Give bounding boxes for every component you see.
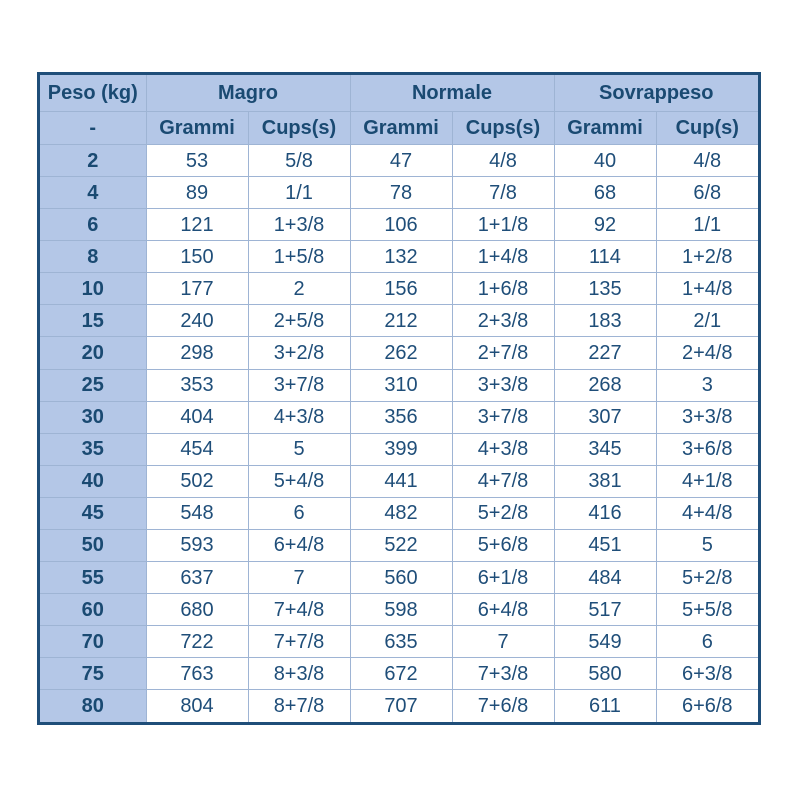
- cups-cell: 2/1: [656, 305, 758, 337]
- cups-cell: 6+1/8: [452, 562, 554, 594]
- header-group-row: [40, 75, 758, 112]
- weight-cell: 70: [40, 626, 146, 658]
- grams-cell: 298: [146, 337, 248, 369]
- subheader-grammi: Grammi: [146, 112, 248, 145]
- cups-cell: 5/8: [248, 145, 350, 177]
- cups-cell: 1+6/8: [452, 273, 554, 305]
- feeding-table: [40, 75, 758, 722]
- subheader-grammi: Grammi: [554, 112, 656, 145]
- table-row: [40, 594, 758, 626]
- grams-cell: 680: [146, 594, 248, 626]
- cups-cell: 7+3/8: [452, 658, 554, 690]
- weight-cell: 80: [40, 690, 146, 722]
- grams-cell: 132: [350, 241, 452, 273]
- grams-cell: 177: [146, 273, 248, 305]
- cups-cell: 2+4/8: [656, 337, 758, 369]
- cups-cell: 3+6/8: [656, 433, 758, 465]
- grams-cell: 307: [554, 401, 656, 433]
- weight-cell: 6: [40, 209, 146, 241]
- weight-cell: 55: [40, 562, 146, 594]
- grams-cell: 502: [146, 465, 248, 497]
- grams-cell: 804: [146, 690, 248, 722]
- table-row: [40, 562, 758, 594]
- grams-cell: 183: [554, 305, 656, 337]
- grams-cell: 150: [146, 241, 248, 273]
- table-row: [40, 209, 758, 241]
- subheader-cups: Cup(s): [656, 112, 758, 145]
- group-header-sovrappeso: Sovrappeso: [554, 75, 758, 112]
- subheader-cups: Cups(s): [248, 112, 350, 145]
- grams-cell: 722: [146, 626, 248, 658]
- grams-cell: 454: [146, 433, 248, 465]
- grams-cell: 484: [554, 562, 656, 594]
- weight-cell: 2: [40, 145, 146, 177]
- table-row: [40, 529, 758, 561]
- weight-cell: 30: [40, 401, 146, 433]
- table-body: [40, 145, 758, 723]
- table-row: [40, 497, 758, 529]
- header-sub-row: [40, 112, 758, 145]
- cups-cell: 1/1: [248, 177, 350, 209]
- weight-cell: 50: [40, 529, 146, 561]
- grams-cell: 517: [554, 594, 656, 626]
- table-row: [40, 145, 758, 177]
- weight-cell: 15: [40, 305, 146, 337]
- grams-cell: 549: [554, 626, 656, 658]
- cups-cell: 8+7/8: [248, 690, 350, 722]
- grams-cell: 92: [554, 209, 656, 241]
- table-row: [40, 401, 758, 433]
- cups-cell: 6+6/8: [656, 690, 758, 722]
- cups-cell: 1+3/8: [248, 209, 350, 241]
- grams-cell: 106: [350, 209, 452, 241]
- weight-cell: 20: [40, 337, 146, 369]
- grams-cell: 672: [350, 658, 452, 690]
- grams-cell: 356: [350, 401, 452, 433]
- cups-cell: 3+3/8: [452, 369, 554, 401]
- cups-cell: 7: [248, 562, 350, 594]
- cups-cell: 5+2/8: [452, 497, 554, 529]
- grams-cell: 135: [554, 273, 656, 305]
- feeding-table-frame: [37, 72, 761, 725]
- grams-cell: 404: [146, 401, 248, 433]
- grams-cell: 763: [146, 658, 248, 690]
- cups-cell: 7+4/8: [248, 594, 350, 626]
- cups-cell: 7+7/8: [248, 626, 350, 658]
- grams-cell: 156: [350, 273, 452, 305]
- cups-cell: 5+2/8: [656, 562, 758, 594]
- table-row: [40, 465, 758, 497]
- table-row: [40, 658, 758, 690]
- grams-cell: 522: [350, 529, 452, 561]
- cups-cell: 1+2/8: [656, 241, 758, 273]
- cups-cell: 1+4/8: [656, 273, 758, 305]
- weight-column-header: Peso (kg): [40, 75, 146, 112]
- grams-cell: 416: [554, 497, 656, 529]
- cups-cell: 6: [656, 626, 758, 658]
- grams-cell: 441: [350, 465, 452, 497]
- table-row: [40, 690, 758, 722]
- grams-cell: 580: [554, 658, 656, 690]
- cups-cell: 4+3/8: [452, 433, 554, 465]
- table-row: [40, 241, 758, 273]
- grams-cell: 635: [350, 626, 452, 658]
- cups-cell: 3: [656, 369, 758, 401]
- grams-cell: 78: [350, 177, 452, 209]
- cups-cell: 1+5/8: [248, 241, 350, 273]
- table-row: [40, 305, 758, 337]
- cups-cell: 2+3/8: [452, 305, 554, 337]
- grams-cell: 262: [350, 337, 452, 369]
- table-row: [40, 337, 758, 369]
- cups-cell: 6+4/8: [248, 529, 350, 561]
- grams-cell: 611: [554, 690, 656, 722]
- grams-cell: 268: [554, 369, 656, 401]
- cups-cell: 7+6/8: [452, 690, 554, 722]
- cups-cell: 3+3/8: [656, 401, 758, 433]
- grams-cell: 482: [350, 497, 452, 529]
- cups-cell: 6: [248, 497, 350, 529]
- cups-cell: 7: [452, 626, 554, 658]
- grams-cell: 47: [350, 145, 452, 177]
- table-header: [40, 75, 758, 145]
- grams-cell: 114: [554, 241, 656, 273]
- cups-cell: 1+4/8: [452, 241, 554, 273]
- grams-cell: 548: [146, 497, 248, 529]
- cups-cell: 2+7/8: [452, 337, 554, 369]
- table-row: [40, 177, 758, 209]
- group-header-magro: Magro: [146, 75, 350, 112]
- cups-cell: 3+2/8: [248, 337, 350, 369]
- grams-cell: 345: [554, 433, 656, 465]
- grams-cell: 598: [350, 594, 452, 626]
- weight-cell: 25: [40, 369, 146, 401]
- weight-cell: 35: [40, 433, 146, 465]
- cups-cell: 4+3/8: [248, 401, 350, 433]
- grams-cell: 451: [554, 529, 656, 561]
- grams-cell: 121: [146, 209, 248, 241]
- cups-cell: 7/8: [452, 177, 554, 209]
- grams-cell: 89: [146, 177, 248, 209]
- grams-cell: 310: [350, 369, 452, 401]
- cups-cell: 5+4/8: [248, 465, 350, 497]
- cups-cell: 6+3/8: [656, 658, 758, 690]
- weight-cell: 4: [40, 177, 146, 209]
- grams-cell: 53: [146, 145, 248, 177]
- cups-cell: 3+7/8: [452, 401, 554, 433]
- cups-cell: 2: [248, 273, 350, 305]
- cups-cell: 4+1/8: [656, 465, 758, 497]
- weight-cell: 75: [40, 658, 146, 690]
- subheader-cups: Cups(s): [452, 112, 554, 145]
- weight-cell: 45: [40, 497, 146, 529]
- cups-cell: 1+1/8: [452, 209, 554, 241]
- cups-cell: 5: [248, 433, 350, 465]
- cups-cell: 5+6/8: [452, 529, 554, 561]
- cups-cell: 3+7/8: [248, 369, 350, 401]
- cups-cell: 5+5/8: [656, 594, 758, 626]
- cups-cell: 4/8: [452, 145, 554, 177]
- table-row: [40, 369, 758, 401]
- weight-cell: 60: [40, 594, 146, 626]
- cups-cell: 6+4/8: [452, 594, 554, 626]
- weight-cell: 40: [40, 465, 146, 497]
- table-row: [40, 626, 758, 658]
- cups-cell: 6/8: [656, 177, 758, 209]
- grams-cell: 381: [554, 465, 656, 497]
- subheader-grammi: Grammi: [350, 112, 452, 145]
- table-row: [40, 433, 758, 465]
- cups-cell: 8+3/8: [248, 658, 350, 690]
- grams-cell: 637: [146, 562, 248, 594]
- grams-cell: 399: [350, 433, 452, 465]
- grams-cell: 560: [350, 562, 452, 594]
- group-header-normale: Normale: [350, 75, 554, 112]
- weight-cell: 8: [40, 241, 146, 273]
- cups-cell: 2+5/8: [248, 305, 350, 337]
- grams-cell: 707: [350, 690, 452, 722]
- weight-cell: 10: [40, 273, 146, 305]
- grams-cell: 227: [554, 337, 656, 369]
- grams-cell: 353: [146, 369, 248, 401]
- cups-cell: 4/8: [656, 145, 758, 177]
- grams-cell: 212: [350, 305, 452, 337]
- grams-cell: 593: [146, 529, 248, 561]
- grams-cell: 240: [146, 305, 248, 337]
- grams-cell: 68: [554, 177, 656, 209]
- sub-corner-cell: -: [40, 112, 146, 145]
- cups-cell: 4+7/8: [452, 465, 554, 497]
- cups-cell: 4+4/8: [656, 497, 758, 529]
- table-row: [40, 273, 758, 305]
- cups-cell: 1/1: [656, 209, 758, 241]
- cups-cell: 5: [656, 529, 758, 561]
- grams-cell: 40: [554, 145, 656, 177]
